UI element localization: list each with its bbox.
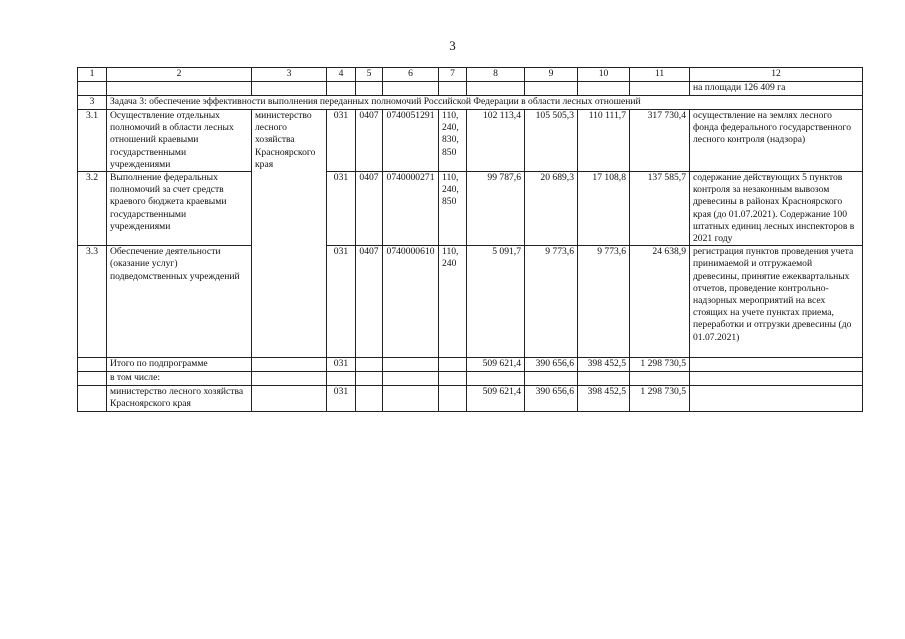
rzpr-code: 0407 [356, 110, 383, 172]
column-number-row [78, 68, 863, 82]
responsible-ministry: министерство лесного хозяйства Красноярского края [252, 110, 327, 358]
vr-code: 110, 240, 830, 850 [439, 110, 467, 172]
year1-value: 102 113,4 [467, 110, 525, 172]
csr-code: 0740000610 [383, 246, 439, 358]
vr-code: 110, 240, 850 [439, 172, 467, 246]
year3-value: 9 773,6 [578, 246, 630, 358]
row-number: 3.1 [78, 110, 107, 172]
table-row [78, 172, 863, 246]
year3-value: 17 108,8 [578, 172, 630, 246]
total-value: 137 585,7 [630, 172, 690, 246]
including-label: в том числе: [107, 372, 252, 386]
task-number: 3 [78, 96, 107, 110]
expected-result: содержание действующих 5 пунктов контроля за незаконным вывозом древесины в районах Красноярского края (до 01.07.2021). Содержание 100 штатных единиц лесных инспекторов в 2021 году [690, 172, 863, 246]
column-number: 12 [690, 68, 863, 82]
including-row [78, 372, 863, 386]
year3-value: 110 111,7 [578, 110, 630, 172]
rzpr-code: 0407 [356, 172, 383, 246]
column-number: 10 [578, 68, 630, 82]
rzpr-code: 0407 [356, 246, 383, 358]
total-value: 24 638,9 [630, 246, 690, 358]
row-number: 3.2 [78, 172, 107, 246]
column-number: 4 [327, 68, 356, 82]
year3-value: 398 452,5 [578, 386, 630, 412]
area-note: на площади 126 409 га [690, 82, 863, 96]
column-number: 3 [252, 68, 327, 82]
csr-code: 0740051291 [383, 110, 439, 172]
year2-value: 390 656,6 [525, 386, 578, 412]
area-note-row [78, 82, 863, 96]
grbs-code: 031 [327, 386, 356, 412]
expected-result: осуществление на землях лесного фонда федерального государственного лесного контроля (надзора) [690, 110, 863, 172]
vr-code: 110, 240 [439, 246, 467, 358]
column-number: 7 [439, 68, 467, 82]
grbs-code: 031 [327, 246, 356, 358]
budget-table [77, 67, 863, 412]
measure-name: Выполнение федеральных полномочий за счет средств краевого бюджета краевыми государственными учреждениями [107, 172, 252, 246]
task-row [78, 96, 863, 110]
measure-name: Осуществление отдельных полномочий в области лесных отношений краевыми государственными учреждениями [107, 110, 252, 172]
column-number: 8 [467, 68, 525, 82]
year2-value: 105 505,3 [525, 110, 578, 172]
year2-value: 20 689,3 [525, 172, 578, 246]
year3-value: 398 452,5 [578, 358, 630, 372]
ministry-total-row [78, 386, 863, 412]
subprogram-total-row [78, 358, 863, 372]
total-value: 1 298 730,5 [630, 358, 690, 372]
csr-code: 0740000271 [383, 172, 439, 246]
column-number: 2 [107, 68, 252, 82]
row-number: 3.3 [78, 246, 107, 358]
grbs-code: 031 [327, 172, 356, 246]
ministry-total-label: министерство лесного хозяйства Красноярского края [107, 386, 252, 412]
expected-result: регистрация пунктов проведения учета принимаемой и отгружаемой древесины, принятие ежеквартальных отчетов, проведение контрольно-надзорных мероприятий на всех стоящих на учете пунктах приема, переработки и отгрузки древесины (до 01.07.2021) [690, 246, 863, 358]
column-number: 6 [383, 68, 439, 82]
total-value: 1 298 730,5 [630, 386, 690, 412]
table-row [78, 110, 863, 172]
page-number: 3 [449, 38, 456, 53]
table-row [78, 246, 863, 358]
year1-value: 509 621,4 [467, 386, 525, 412]
total-value: 317 730,4 [630, 110, 690, 172]
column-number: 9 [525, 68, 578, 82]
measure-name: Обеспечение деятельности (оказание услуг) подведомственных учреждений [107, 246, 252, 358]
year2-value: 390 656,6 [525, 358, 578, 372]
year2-value: 9 773,6 [525, 246, 578, 358]
task-title: Задача 3: обеспечение эффективности выполнения переданных полномочий Российской Федерации в области лесных отношений [107, 96, 863, 110]
year1-value: 99 787,6 [467, 172, 525, 246]
grbs-code: 031 [327, 110, 356, 172]
grbs-code: 031 [327, 358, 356, 372]
year1-value: 509 621,4 [467, 358, 525, 372]
subprogram-total-label: Итого по подпрограмме [107, 358, 252, 372]
column-number: 11 [630, 68, 690, 82]
column-number: 1 [78, 68, 107, 82]
year1-value: 5 091,7 [467, 246, 525, 358]
column-number: 5 [356, 68, 383, 82]
